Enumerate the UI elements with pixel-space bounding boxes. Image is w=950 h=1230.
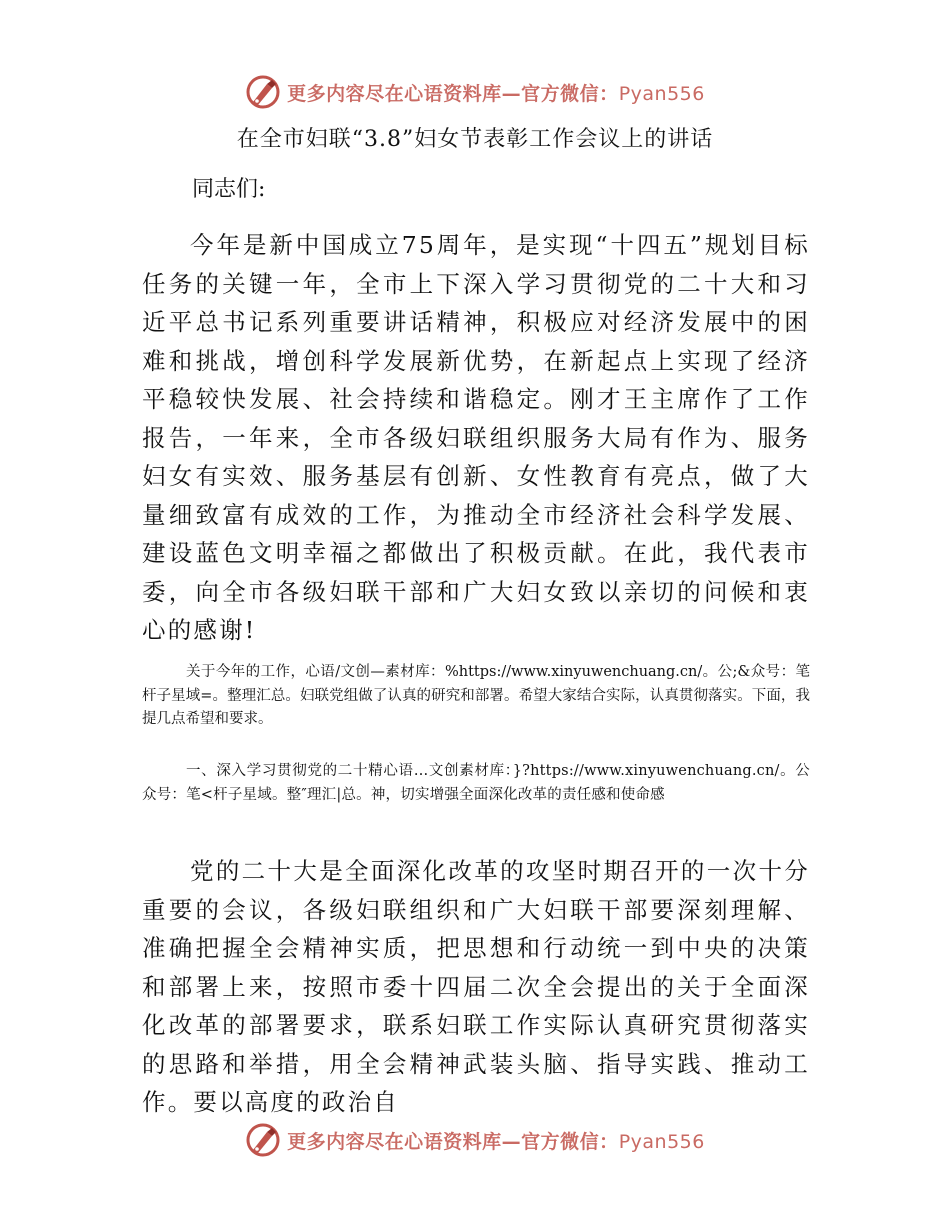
footer-watermark-banner bbox=[0, 1118, 950, 1162]
banner-text bbox=[287, 1127, 705, 1154]
document-title: 在全市妇联“3.8”妇女节表彰工作会议上的讲话 bbox=[236, 127, 714, 152]
banner-wechat-id: Pyan556 bbox=[618, 82, 705, 105]
banner-wechat-label: 官方微信： bbox=[521, 1130, 619, 1153]
banner-main-text: 更多内容尽在心语资料库 bbox=[287, 1130, 502, 1153]
salutation: 同志们: bbox=[192, 177, 266, 202]
banner-dash: — bbox=[501, 82, 522, 105]
pen-circle-logo-icon bbox=[245, 1122, 281, 1158]
banner-text bbox=[287, 79, 705, 106]
body-paragraph-3: 党的二十大是全面深化改革的攻坚时期召开的一次十分重要的会议，各级妇联组织和广大妇联干部要深刻理解、准确把握全会精神实质，把思想和行动统一到中央的决策和部署上来，按照市委十四届二次全会提出的关于全面深化改革的部署要求，联系妇联工作实际认真研究贯彻落实的思路和举措，用全会精神武装头脑、指导实践、推动工作。要以高度的政治自 bbox=[142, 857, 810, 1116]
body-paragraph-2: 关于今年的工作，心语/文创—素材库：%https://www.xinyuwenchuang.cn/。公;&众号：笔杆子星域=。整理汇总。妇联党组做了认真的研究和部署。希望大家结合实际，认真贯彻落实。下面，我提几点希望和要求。 bbox=[142, 664, 810, 727]
banner-wechat-id: Pyan556 bbox=[618, 1130, 705, 1153]
body-paragraph-1: 今年是新中国成立75周年，是实现“十四五”规划目标任务的关键一年，全市上下深入学习贯彻党的二十大和习近平总书记系列重要讲话精神，积极应对经济发展中的困难和挑战，增创科学发展新优势，在新起点上实现了经济平稳较快发展、社会持续和谐稳定。刚才王主席作了工作报告，一年来，全市各级妇联组织服务大局有作为、服务妇女有实效、服务基层有创新、女性教育有亮点，做了大量细致富有成效的工作，为推动全市经济社会科学发展、建设蓝色文明幸福之都做出了积极贡献。在此，我代表市委，向全市各级妇联干部和广大妇女致以亲切的问候和衷心的感谢! bbox=[142, 231, 810, 644]
header-watermark-banner bbox=[0, 70, 950, 114]
banner-dash: — bbox=[501, 1130, 522, 1153]
banner-wechat-label: 官方微信： bbox=[521, 82, 619, 105]
banner-main-text: 更多内容尽在心语资料库 bbox=[287, 82, 502, 105]
pen-circle-logo-icon bbox=[245, 74, 281, 110]
section-heading-1: 一、深入学习贯彻党的二十精心语…文创素材库：}?https://www.xinyuwenchuang.cn/。公众号：笔<杆子星域。整″理汇|总。神，切实增强全面深化改革的责任感和使命感 bbox=[142, 763, 810, 803]
